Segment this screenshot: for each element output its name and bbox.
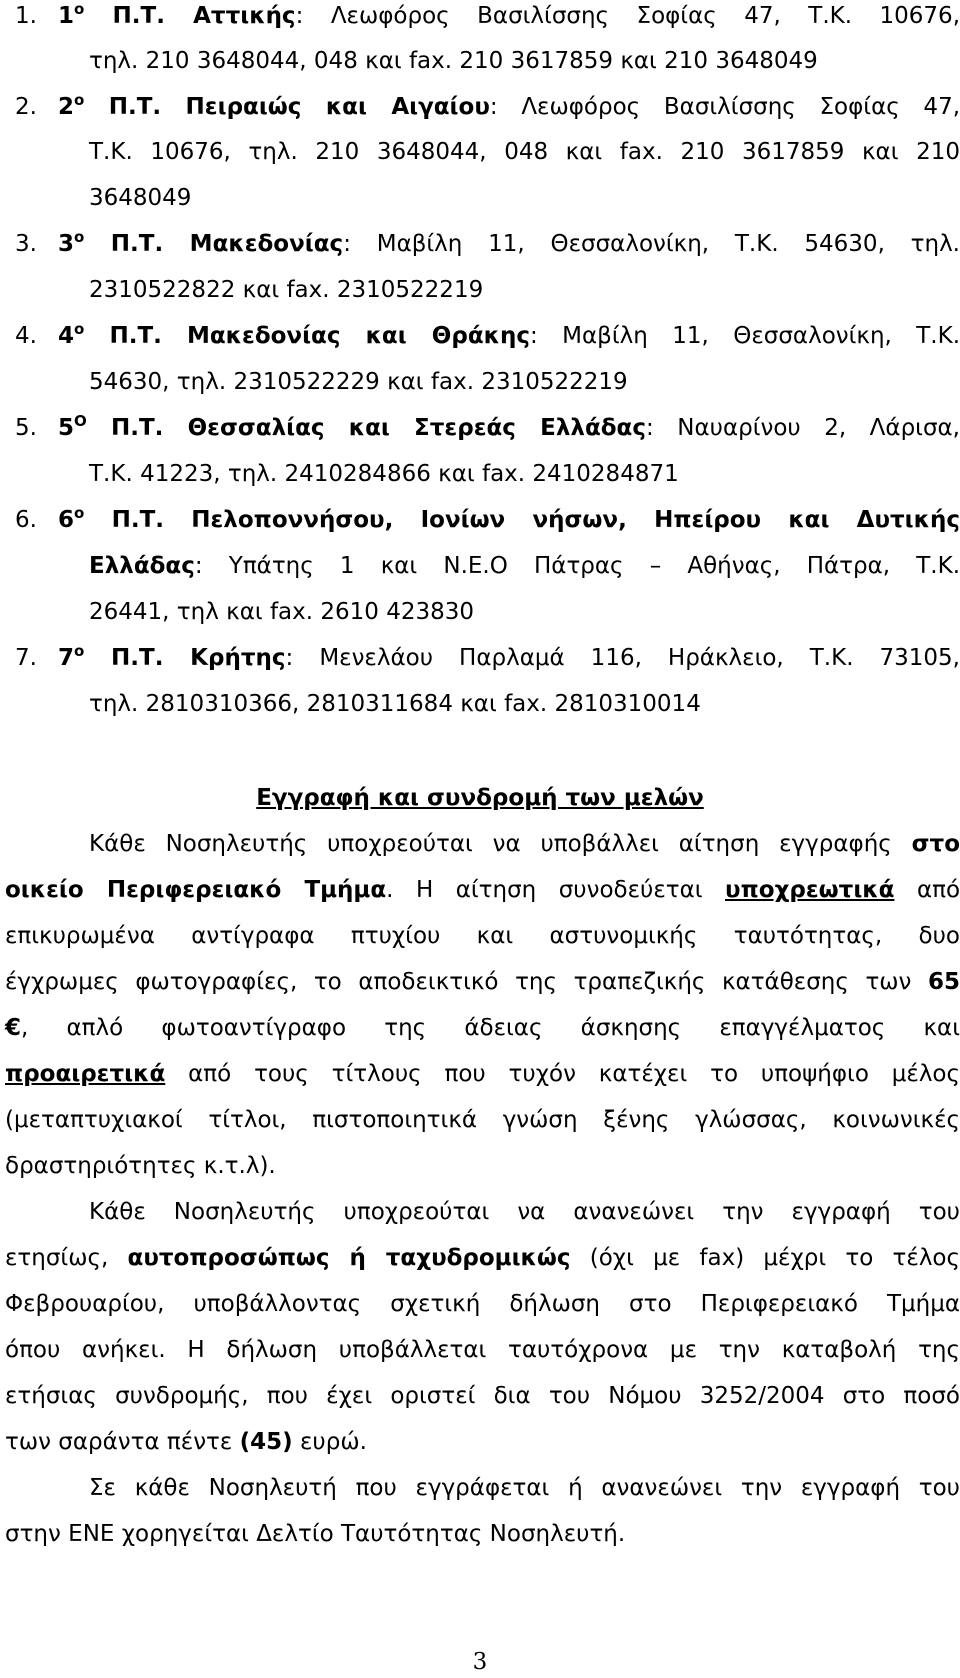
p1-line-3: επικυρωμένα αντίγραφα πτυχίου και αστυνομικής ταυτότητας, δυο [5,923,960,949]
office-2-ordinal: 2 [58,94,75,120]
p2-line-3: Φεβρουαρίου, υποβάλλοντας σχετική δήλωση στο Περιφερειακό Τμήμα [5,1291,960,1317]
office-6-address: Υπάτης 1 και Ν.Ε.Ο Πάτρας – Αθήνας, Πάτρα, Τ.Κ. [228,553,960,579]
office-3-number: 3. [15,231,37,257]
office-4-name: Π.Τ. Μακεδονίας και Θράκης [109,323,530,349]
office-6-number: 6. [15,507,37,533]
p2-line-1: Κάθε Νοσηλευτής υποχρεούται να ανανεώνει την εγγραφή του [89,1199,960,1225]
page-number: 3 [472,1649,488,1675]
office-4-number: 4. [15,323,37,349]
office-7-ordinal: 7 [58,645,75,671]
office-3-line-2 [0,267,960,313]
p1-line-8: δραστηριότητες κ.τ.λ). [5,1153,276,1179]
office-3-ordinal-sup: ο [74,228,85,246]
p1-line-6: προαιρετικά από τους τίτλους που τυχόν κατέχει το υποψήφιο μέλος [5,1061,960,1087]
office-6-line-2: Ελλάδας: Υπάτης 1 και Ν.Ε.Ο Πάτρας – Αθήνας, Πάτρα, Τ.Κ. [89,553,960,579]
office-6-contact: 26441, τηλ και fax. 2610 423830 [89,599,475,625]
p3-line-2: στην ΕΝΕ χορηγείται Δελτίο Ταυτότητας Νοσηλευτή. [5,1521,626,1547]
office-5-contact: Τ.Κ. 41223, τηλ. 2410284866 και fax. 2410284871 [89,461,679,487]
office-2-number: 2. [15,94,37,120]
office-7-name: Π.Τ. Κρήτης [111,645,286,671]
office-6-line-1 [0,497,960,543]
p1-line-2: οικείο Περιφερειακό Τμήμα. Η αίτηση συνοδεύεται υποχρεωτικά από [5,877,960,903]
office-5-line-1: 5. $5^O$ Π.Τ. Θεσσαλίας και Στερεάς Ελλάδας: Ναυαρίνου 2, Λάρισα, [0,405,960,451]
office-6-ordinal-sup: ο [74,504,85,522]
office-1-contact: τηλ. 210 3648044, 048 και fax. 210 3617859 και 210 3648049 [89,48,818,74]
office-6-ordinal: 6 [58,507,75,533]
office-2-contact: Τ.Κ. 10676, τηλ. 210 3648044, 048 και fax. 210 3617859 και 210 [89,139,960,165]
office-1-line-2 [0,38,960,84]
p2-line-4: όπου ανήκει. Η δήλωση υποβάλλεται ταυτόχρονα με την καταβολή της [5,1337,960,1363]
office-7-contact: τηλ. 2810310366, 2810311684 και fax. 2810310014 [89,691,701,717]
office-3-ordinal: 3 [58,231,75,257]
p1-line-5: €, απλό φωτοαντίγραφο της άδειας άσκησης επαγγέλματος και [5,1015,960,1041]
office-7-line-1: 7. $7^o$ Π.Τ. Κρήτης: Μενελάου Παρλαμά 116, Ηράκλειο, Τ.Κ. 73105, [0,635,960,681]
office-2-contact-end: 3648049 [89,185,192,211]
p1-line-4: έγχρωμες φωτογραφίες, το αποδεικτικό της τραπεζικής κατάθεσης των 65 [5,969,960,995]
p1-line-7: (μεταπτυχιακοί τίτλοι, πιστοποιητικά γνώση ξένης γλώσσας, κοινωνικές [5,1107,960,1133]
office-6-name: Π.Τ. Πελοποννήσου, Ιονίων νήσων, Ηπείρου και Δυτικής [111,507,960,533]
office-4-address: Μαβίλη 11, Θεσσαλονίκη, Τ.Κ. [562,323,960,349]
p2-line-2: ετησίως, αυτοπροσώπως ή ταχυδρομικώς (όχι με fax) μέχρι το τέλος [5,1245,960,1271]
office-2-address: Λεωφόρος Βασιλίσσης Σοφίας 47, [521,94,960,120]
office-5-name: Π.Τ. Θεσσαλίας και Στερεάς Ελλάδας [110,415,646,441]
office-1-line-1: 1. $1^o$ Π.Τ. Αττικής: Λεωφόρος Βασιλίσσης Σοφίας 47, Τ.Κ. 10676, [0,0,960,39]
office-3-name: Π.Τ. Μακεδονίας [110,231,344,257]
office-4-ordinal: 4 [58,323,75,349]
office-1-number: 1. [15,3,37,29]
office-2-name: Π.Τ. Πειραιώς και Αιγαίου [108,94,490,120]
office-2-line-1: 2. $2^o$ Π.Τ. Πειραιώς και Αιγαίου: Λεωφόρος Βασιλίσσης Σοφίας 47, [0,84,960,130]
p2-line-6: των σαράντα πέντε (45) ευρώ. [5,1429,367,1455]
office-6-line-3 [0,589,960,635]
section-heading: Εγγραφή και συνδρομή των μελών [256,785,704,811]
office-4-ordinal-sup: ο [74,320,85,338]
office-3-contact: 2310522822 και fax. 2310522219 [89,277,484,303]
office-5-number: 5. [15,415,37,441]
office-1-name: Π.Τ. Αττικής [112,3,296,29]
office-3-line-1: 3. $3^o$ Π.Τ. Μακεδονίας: Μαβίλη 11, Θεσσαλονίκη, Τ.Κ. 54630, τηλ. [0,221,960,267]
p2-line-5: ετήσιας συνδρομής, που έχει οριστεί δια του Νόμου 3252/2004 στο ποσό [5,1383,960,1409]
office-4-line-1: 4. $4^o$ Π.Τ. Μακεδονίας και Θράκης: Μαβίλη 11, Θεσσαλονίκη, Τ.Κ. [0,313,960,359]
office-7-address: Μενελάου Παρλαμά 116, Ηράκλειο, Τ.Κ. 73105, [319,645,960,671]
p3-line-1: Σε κάθε Νοσηλευτή που εγγράφεται ή ανανεώνει την εγγραφή του [89,1475,960,1501]
office-4-contact: 54630, τηλ. 2310522229 και fax. 2310522219 [89,369,628,395]
office-7-line-2 [0,681,960,727]
office-6-name-end: Ελλάδας [89,553,195,579]
office-1-ordinal: 1 [58,3,75,29]
office-2-ordinal-sup: ο [74,91,85,109]
office-3-address: Μαβίλη 11, Θεσσαλονίκη, Τ.Κ. 54630, τηλ. [376,231,960,257]
office-1-address: Λεωφόρος Βασιλίσσης Σοφίας 47, Τ.Κ. 10676, [330,3,960,29]
office-5-address: Ναυαρίνου 2, Λάρισα, [677,415,960,441]
office-4-line-2 [0,359,960,405]
office-5-line-2 [0,451,960,497]
p1-line-1: Κάθε Νοσηλευτής υποχρεούται να υποβάλλει αίτηση εγγραφής στο [89,831,960,857]
office-2-line-2 [0,129,960,175]
office-5-ordinal-sup: Ο [74,412,87,430]
office-2-line-3 [0,175,960,221]
office-7-ordinal-sup: ο [74,642,85,660]
office-1-ordinal-sup: ο [74,0,85,18]
office-7-number: 7. [15,645,37,671]
office-5-ordinal: 5 [58,415,75,441]
